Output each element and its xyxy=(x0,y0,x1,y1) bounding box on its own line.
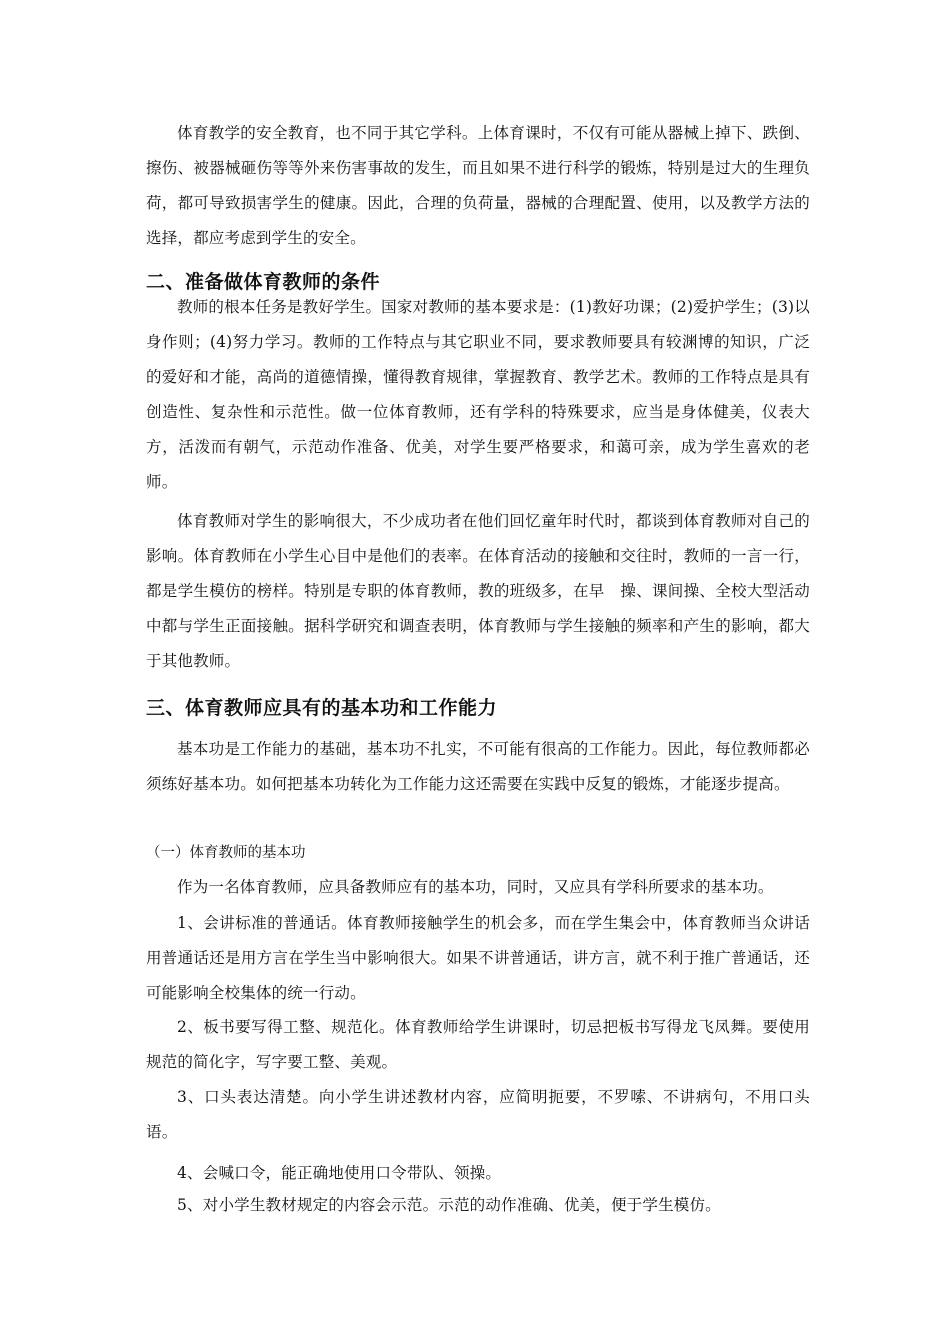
subheading-basic-skills: （一）体育教师的基本功 xyxy=(146,845,306,861)
paragraph-item-demonstration: 5、对小学生教材规定的内容会示范。示范的动作准确、优美，便于学生模仿。 xyxy=(177,1196,721,1214)
paragraph-item-mandarin: 1、会讲标准的普通话。体育教师接触学生的机会多，而在学生集会中，体育教师当众讲话用普通话还是用方言在学生当中影响很大。如果不讲普通话，讲方言，就不利于推广普通话，还可能影响全校集体的统一行动。 xyxy=(146,914,810,1002)
paragraph-teacher-influence: 体育教师对学生的影响很大，不少成功者在他们回忆童年时代时，都谈到体育教师对自己的影响。体育教师在小学生心目中是他们的表率。在体育活动的接触和交往时，教师的一言一行，都是学生模仿的榜样。特别是专职的体育教师，教的班级多，在早 操、课间操、全校大型活动中都与学生正面接触。据科学研究和调查表明，体育教师与学生接触的频率和产生的影响，都大于其他教师。 xyxy=(146,512,810,670)
heading-basic-skills-ability: 三、体育教师应具有的基本功和工作能力 xyxy=(146,697,498,719)
paragraph-safety-education: 体育教学的安全教育，也不同于其它学科。上体育课时，不仅有可能从器械上掉下、跌倒、擦伤、被器械砸伤等等外来伤害事故的发生，而且如果不进行科学的锻炼，特别是过大的生理负荷，都可导致损害学生的健康。因此，合理的负荷量，器械的合理配置、使用，以及教学方法的选择，都应考虑到学生的安全。 xyxy=(146,124,810,247)
paragraph-item-oral-expression: 3、口头表达清楚。向小学生讲述教材内容，应简明扼要，不罗嗦、不讲病句，不用口头语。 xyxy=(146,1088,810,1141)
paragraph-item-blackboard: 2、板书要写得工整、规范化。体育教师给学生讲课时，切忌把板书写得龙飞凤舞。要使用规范的简化字，写字要工整、美观。 xyxy=(146,1018,810,1071)
paragraph-basic-skills-intro: 作为一名体育教师，应具备教师应有的基本功，同时，又应具有学科所要求的基本功。 xyxy=(177,878,774,896)
paragraph-teacher-requirements: 教师的根本任务是教好学生。国家对教师的基本要求是：(1)教好功课；(2)爱护学生；(3)以身作则；(4)努力学习。教师的工作特点与其它职业不同，要求教师要具有较渊博的知识，广泛的爱好和才能，高尚的道德情操，懂得教育规律，掌握教育、教学艺术。教师的工作特点是具有创造性、复杂性和示范性。做一位体育教师，还有学科的特殊要求，应当是身体健美，仪表大方，活泼而有朝气，示范动作准备、优美，对学生要严格要求，和蔼可亲，成为学生喜欢的老师。 xyxy=(146,298,810,491)
heading-teacher-conditions: 二、准备做体育教师的条件 xyxy=(146,271,381,293)
paragraph-item-commands: 4、会喊口令，能正确地使用口令带队、领操。 xyxy=(177,1164,502,1182)
paragraph-basic-skills-foundation: 基本功是工作能力的基础，基本功不扎实，不可能有很高的工作能力。因此，每位教师都必须练好基本功。如何把基本功转化为工作能力这还需要在实践中反复的锻炼，才能逐步提高。 xyxy=(146,740,810,793)
